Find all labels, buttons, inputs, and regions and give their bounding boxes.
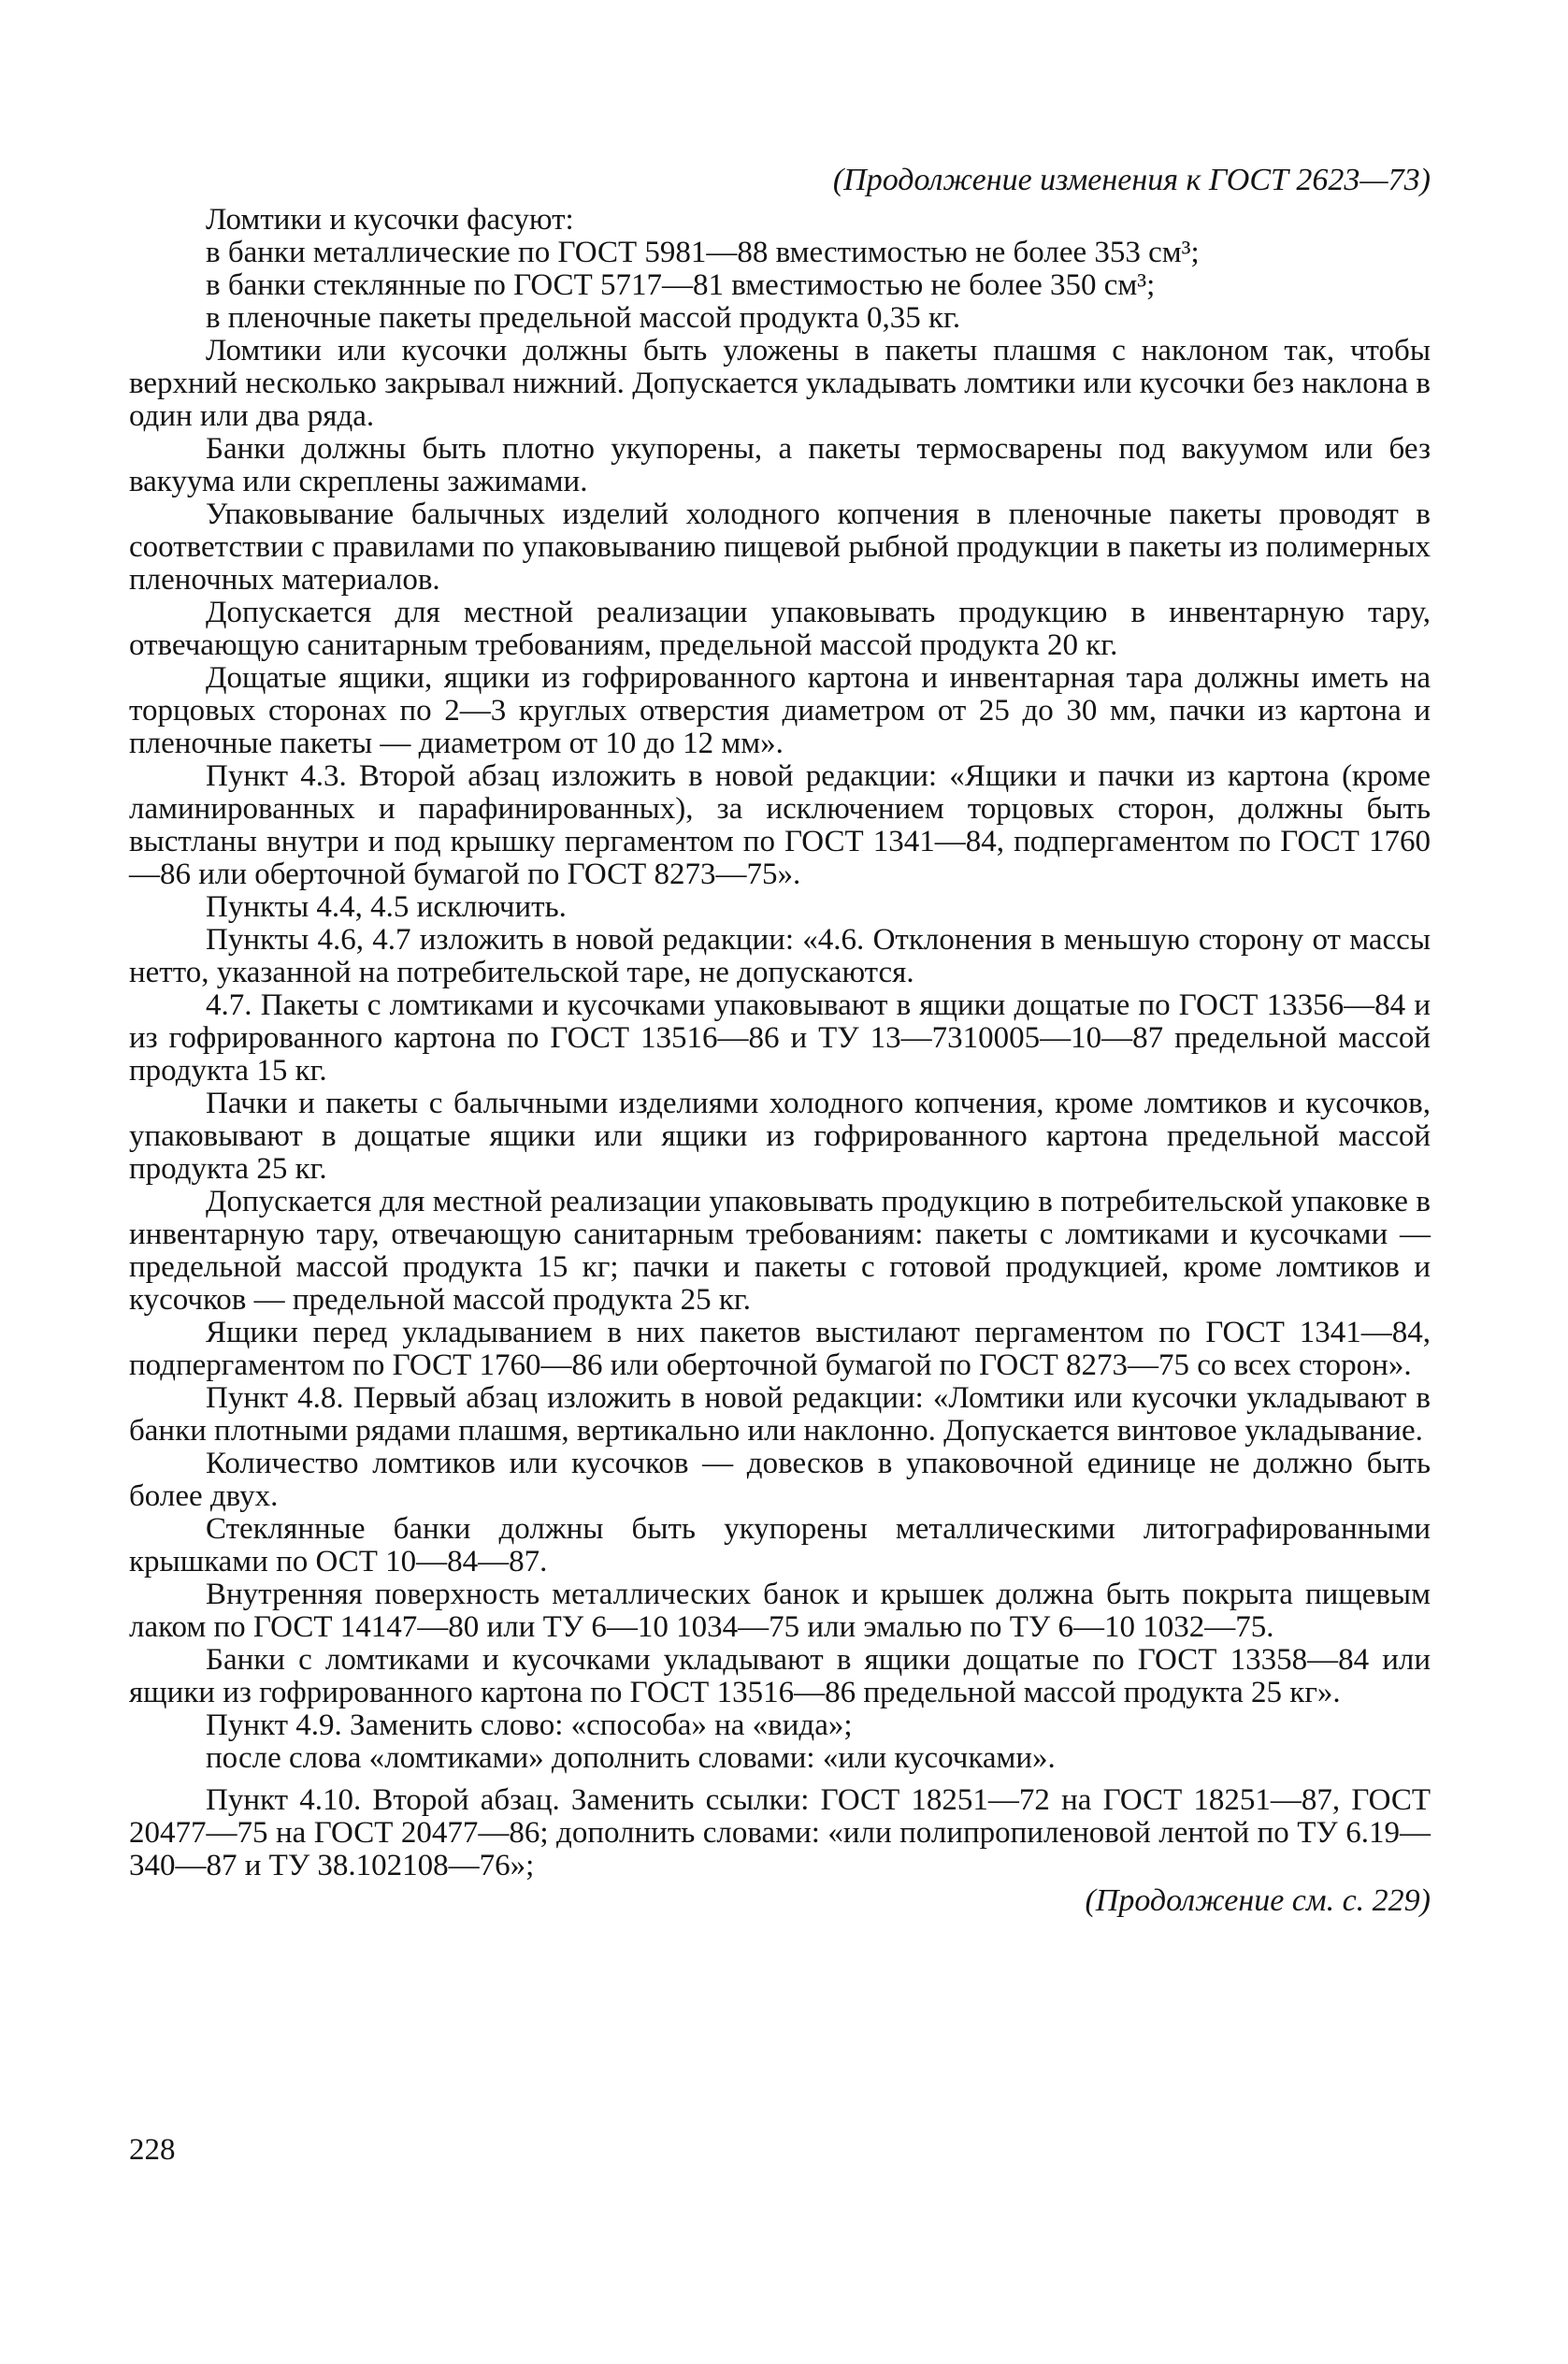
paragraph: Пункт 4.8. Первый абзац изложить в новой редакции: «Ломтики или кусочки укладывают в банки плотными рядами плашмя, вертикально или наклонно. Допускается винтовое укладывание. bbox=[129, 1381, 1431, 1448]
paragraph: Стеклянные банки должны быть укупорены металлическими литографированными крышками по ОСТ 10—84—87. bbox=[129, 1512, 1431, 1578]
paragraph: Банки с ломтиками и кусочками укладывают в ящики дощатые по ГОСТ 13358—84 или ящики из гофрированного картона по ГОСТ 13516—86 предельной массой продукта 25 кг». bbox=[129, 1643, 1431, 1709]
paragraph: Пункт 4.10. Второй абзац. Заменить ссылки: ГОСТ 18251—72 на ГОСТ 18251—87, ГОСТ 20477—75 на ГОСТ 20477—86; дополнить словами: «или полипропиленовой лентой по ТУ 6.19—340—87 и ТУ 38.102108—76»; bbox=[129, 1783, 1431, 1882]
list-item: в банки металлические по ГОСТ 5981—88 вместимостью не более 353 см³; bbox=[206, 236, 1200, 269]
paragraph: Внутренняя поверхность металлических банок и крышек должна быть покрыта пищевым лаком по ГОСТ 14147—80 или ТУ 6—10 1034—75 или эмалью по ТУ 6—10 1032—75. bbox=[129, 1578, 1431, 1644]
paragraph: Пункты 4.6, 4.7 изложить в новой редакции: «4.6. Отклонения в меньшую сторону от массы нетто, указанной на потребительской таре, не допускаются. bbox=[129, 923, 1431, 989]
page-number: 228 bbox=[129, 2133, 176, 2167]
document-body bbox=[129, 204, 1431, 1917]
paragraph: Пункт 4.9. Заменить слово: «способа» на «вида»; bbox=[206, 1708, 853, 1742]
paragraph: Допускается для местной реализации упаковывать продукцию в инвентарную тару, отвечающую санитарным требованиям, предельной массой продукта 20 кг. bbox=[129, 596, 1431, 662]
page-header: (Продолжение изменения к ГОСТ 2623—73) bbox=[832, 163, 1431, 197]
paragraph: Ломтики или кусочки должны быть уложены в пакеты плашмя с наклоном так, чтобы верхний несколько закрывал нижний. Допускается укладывать ломтики или кусочки без наклона в один или два ряда. bbox=[129, 334, 1431, 433]
paragraph: Пункты 4.4, 4.5 исключить. bbox=[206, 890, 567, 924]
list-item: в банки стеклянные по ГОСТ 5717—81 вместимостью не более 350 см³; bbox=[206, 268, 1156, 302]
paragraph: Допускается для местной реализации упаковывать продукцию в потребительской упаковке в инвентарную тару, отвечающую санитарным требованиям: пакеты с ломтиками и кусочками — предельной массой продукта 15 кг; пачки и пакеты с готовой продукцией, кроме ломтиков и кусочков — предельной массой продукта 25 кг. bbox=[129, 1185, 1431, 1317]
list-item: в пленочные пакеты предельной массой продукта 0,35 кг. bbox=[206, 301, 961, 335]
paragraph: Ящики перед укладыванием в них пакетов выстилают пергаментом по ГОСТ 1341—84, подпергаментом по ГОСТ 1760—86 или оберточной бумагой по ГОСТ 8273—75 со всех сторон». bbox=[129, 1316, 1431, 1382]
paragraph: после слова «ломтиками» дополнить словами: «или кусочками». bbox=[206, 1741, 1056, 1775]
paragraph: Количество ломтиков или кусочков — довесков в упаковочной единице не должно быть более двух. bbox=[129, 1447, 1431, 1513]
paragraph: Дощатые ящики, ящики из гофрированного картона и инвентарная тара должны иметь на торцовых сторонах по 2—3 круглых отверстия диаметром от 25 до 30 мм, пачки из картона и пленочные пакеты — диаметром от 10 до 12 мм». bbox=[129, 661, 1431, 760]
continuation-note: (Продолжение см. с. 229) bbox=[1085, 1883, 1431, 1918]
paragraph: Ломтики и кусочки фасуют: bbox=[206, 203, 574, 237]
paragraph: 4.7. Пакеты с ломтиками и кусочками упаковывают в ящики дощатые по ГОСТ 13356—84 и из гофрированного картона по ГОСТ 13516—86 и ТУ 13—7310005—10—87 предельной массой продукта 15 кг. bbox=[129, 988, 1431, 1088]
paragraph: Банки должны быть плотно укупорены, а пакеты термосварены под вакуумом или без вакуума или скреплены зажимами. bbox=[129, 432, 1431, 498]
paragraph: Пачки и пакеты с балычными изделиями холодного копчения, кроме ломтиков и кусочков, упаковывают в дощатые ящики или ящики из гофрированного картона предельной массой продукта 25 кг. bbox=[129, 1087, 1431, 1186]
paragraph: Пункт 4.3. Второй абзац изложить в новой редакции: «Ящики и пачки из картона (кроме ламинированных и парафинированных), за исключением торцовых сторон, должны быть выстланы внутри и под крышку пергаментом по ГОСТ 1341—84, подпергаментом по ГОСТ 1760—86 или оберточной бумагой по ГОСТ 8273—75». bbox=[129, 759, 1431, 891]
paragraph: Упаковывание балычных изделий холодного копчения в пленочные пакеты проводят в соответствии с правилами по упаковыванию пищевой рыбной продукции в пакеты из полимерных пленочных материалов. bbox=[129, 497, 1431, 597]
